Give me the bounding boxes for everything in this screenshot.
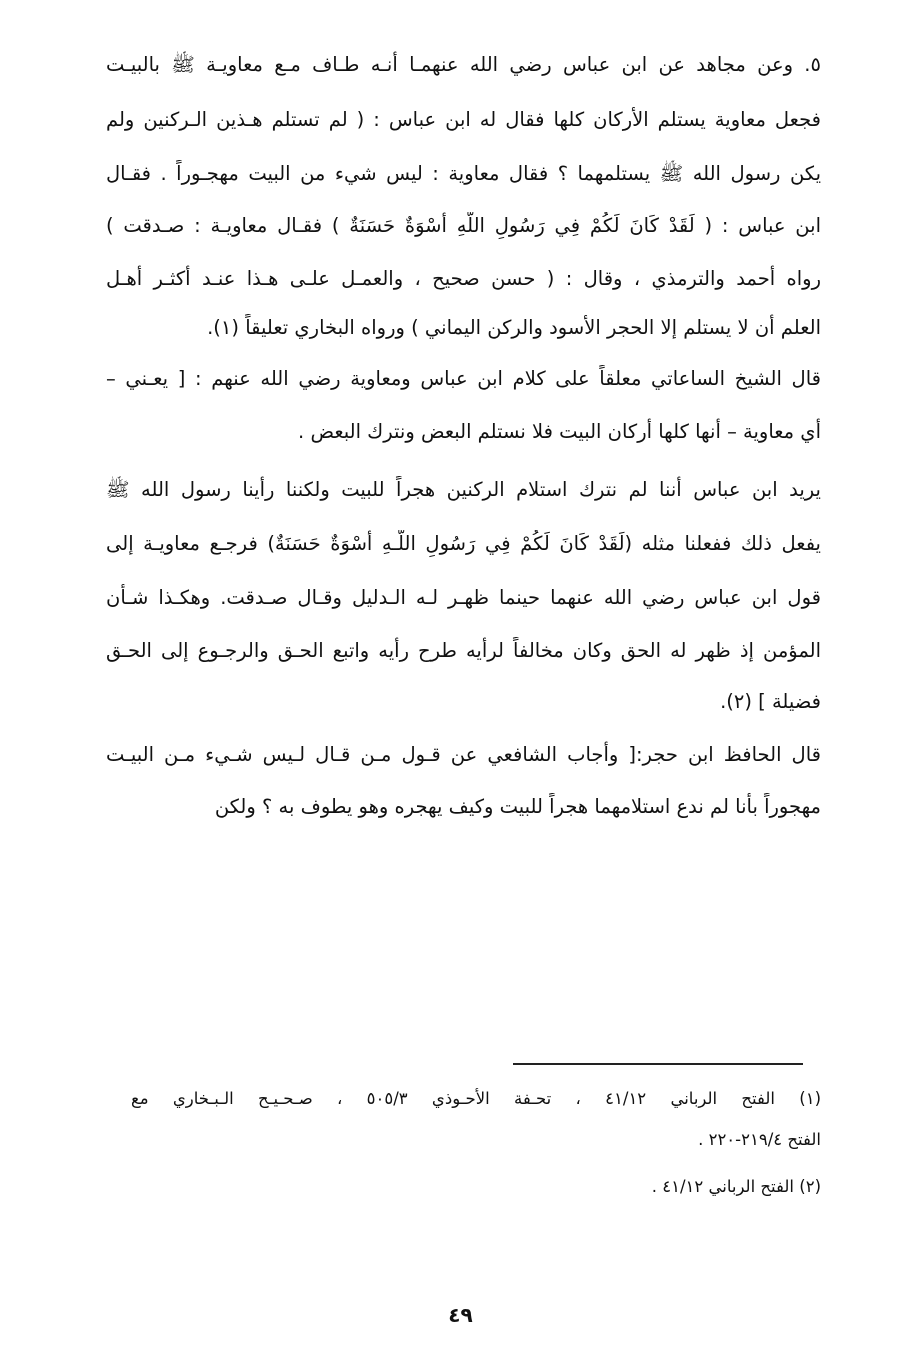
body-line-5: رواه أحمد والترمذي ، وقال : ( حسن صحيح ، والعمـل علـى هـذا عنـد أكثـر أهـل xyxy=(106,267,821,290)
body-line-4: ابن عباس : ( لَقَدْ كَانَ لَكُمْ فِي رَسُولِ اللَّهِ أُسْوَةٌ حَسَنَةٌ ) فقـال معاويـة : صـدقت ) xyxy=(106,214,821,237)
body-line-1: ٥. وعن مجاهد عن ابن عباس رضي الله عنهمـا أنـه طـاف مـع معاويـة ﷺ بالبيـت xyxy=(106,53,821,76)
body-line-7: قال الشيخ الساعاتي معلقاً على كلام ابن عباس ومعاوية رضي الله عنهم : [ يعـني – xyxy=(106,367,821,390)
footnote-1-line-2: الفتح ٢١٩/٤-٢٢٠ . xyxy=(698,1130,821,1149)
body-line-15: مهجوراً بأنا لم ندع استلامهما هجراً للبيت وكيف يهجره وهو يطوف به ؟ ولكن xyxy=(214,795,821,818)
footnote-1-line-1: (١) الفتح الرباني ٤١/١٢ ، تحـفة الأحـوذي ٥٠٥/٣ ، صـحـيـح الـبـخاري مع xyxy=(131,1089,821,1108)
body-line-8: أي معاوية – أنها كلها أركان البيت فلا نستلم البعض ونترك البعض . xyxy=(298,420,821,443)
body-line-12: المؤمن إذ ظهر له الحق وكان مخالفاً لرأيه طرح رأيه واتبع الحـق والرجـوع إلى الحـق xyxy=(106,639,821,662)
body-line-10: يفعل ذلك ففعلنا مثله (لَقَدْ كَانَ لَكُمْ فِي رَسُولِ اللَّـهِ أُسْوَةٌ حَسَنَةٌ) فرجـع معاويـة إلى xyxy=(106,532,821,555)
body-line-2: فجعل معاوية يستلم الأركان كلها فقال له ابن عباس : ( لم تستلم هـذين الـركنين ولم xyxy=(106,108,821,131)
body-line-3: يكن رسول الله ﷺ يستلمهما ؟ فقال معاوية : ليس شيء من البيت مهجـوراً . فقـال xyxy=(106,162,821,185)
body-line-13: فضيلة ] (٢). xyxy=(720,690,821,713)
footnote-separator xyxy=(513,1063,803,1065)
page-number: ٤٩ xyxy=(448,1303,473,1327)
footnote-2: (٢) الفتح الرباني ٤١/١٢ . xyxy=(651,1177,821,1196)
body-line-14: قال الحافظ ابن حجر:[ وأجاب الشافعي عن قـول مـن قـال لـيس شـيء مـن البيـت xyxy=(106,743,821,766)
body-line-6: العلم أن لا يستلم إلا الحجر الأسود والركن اليماني ) ورواه البخاري تعليقاً (١). xyxy=(207,316,821,339)
body-line-11: قول ابن عباس رضي الله عنهما حينما ظهـر لـه الـدليل وقـال صـدقت. وهكـذا شـأن xyxy=(106,586,821,609)
body-line-9: يريد ابن عباس أننا لم نترك استلام الركنين هجراً للبيت ولكننا رأينا رسول الله ﷺ xyxy=(106,478,821,501)
